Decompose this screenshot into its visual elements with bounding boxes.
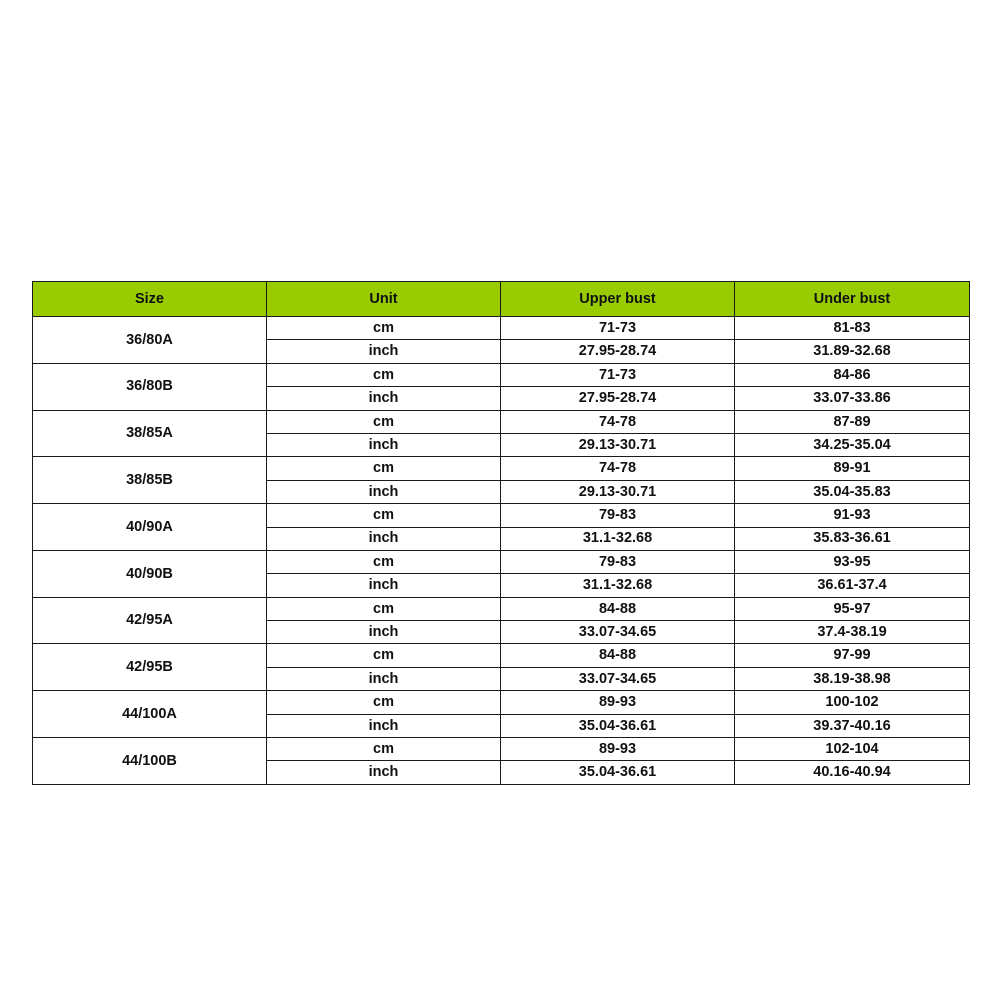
unit-cell: inch [267,621,501,644]
size-cell: 36/80A [33,317,267,364]
upper-bust-cell: 74-78 [501,410,735,433]
unit-cell: cm [267,597,501,620]
unit-cell: cm [267,317,501,340]
unit-cell: cm [267,738,501,761]
upper-bust-cell: 27.95-28.74 [501,340,735,363]
under-bust-cell: 40.16-40.94 [735,761,970,784]
header-row [33,282,970,317]
unit-cell: inch [267,574,501,597]
under-bust-cell: 33.07-33.86 [735,387,970,410]
under-bust-cell: 93-95 [735,550,970,573]
unit-cell: inch [267,667,501,690]
upper-bust-cell: 79-83 [501,504,735,527]
upper-bust-cell: 33.07-34.65 [501,621,735,644]
under-bust-cell: 91-93 [735,504,970,527]
table-body [33,317,970,785]
upper-bust-cell: 31.1-32.68 [501,574,735,597]
size-cell: 38/85A [33,410,267,457]
upper-bust-cell: 84-88 [501,644,735,667]
unit-cell: inch [267,480,501,503]
upper-bust-cell: 29.13-30.71 [501,433,735,456]
unit-cell: inch [267,761,501,784]
upper-bust-cell: 35.04-36.61 [501,761,735,784]
under-bust-cell: 81-83 [735,317,970,340]
under-bust-cell: 95-97 [735,597,970,620]
table-header [33,282,970,317]
unit-cell: cm [267,410,501,433]
unit-cell: inch [267,433,501,456]
unit-cell: cm [267,691,501,714]
table-row [33,504,970,527]
table-row [33,644,970,667]
size-cell: 44/100A [33,691,267,738]
under-bust-cell: 31.89-32.68 [735,340,970,363]
upper-bust-cell: 89-93 [501,691,735,714]
upper-bust-cell: 74-78 [501,457,735,480]
upper-bust-cell: 71-73 [501,317,735,340]
under-bust-cell: 100-102 [735,691,970,714]
table-row [33,363,970,386]
unit-cell: cm [267,504,501,527]
size-cell: 42/95B [33,644,267,691]
unit-cell: cm [267,457,501,480]
unit-cell: inch [267,714,501,737]
size-cell: 44/100B [33,738,267,785]
under-bust-cell: 38.19-38.98 [735,667,970,690]
upper-bust-cell: 31.1-32.68 [501,527,735,550]
upper-bust-cell: 29.13-30.71 [501,480,735,503]
unit-cell: cm [267,363,501,386]
upper-bust-cell: 27.95-28.74 [501,387,735,410]
under-bust-cell: 87-89 [735,410,970,433]
upper-bust-cell: 33.07-34.65 [501,667,735,690]
unit-cell: inch [267,340,501,363]
under-bust-cell: 34.25-35.04 [735,433,970,456]
size-cell: 40/90A [33,504,267,551]
table-row [33,691,970,714]
table-row [33,738,970,761]
upper-bust-cell: 89-93 [501,738,735,761]
table-row [33,317,970,340]
header-unit: Unit [267,282,501,317]
size-cell: 38/85B [33,457,267,504]
under-bust-cell: 84-86 [735,363,970,386]
under-bust-cell: 36.61-37.4 [735,574,970,597]
table-row [33,550,970,573]
size-cell: 36/80B [33,363,267,410]
upper-bust-cell: 71-73 [501,363,735,386]
under-bust-cell: 35.04-35.83 [735,480,970,503]
unit-cell: cm [267,644,501,667]
unit-cell: cm [267,550,501,573]
unit-cell: inch [267,387,501,410]
unit-cell: inch [267,527,501,550]
size-cell: 40/90B [33,550,267,597]
size-chart-table [32,281,970,785]
upper-bust-cell: 35.04-36.61 [501,714,735,737]
under-bust-cell: 37.4-38.19 [735,621,970,644]
size-cell: 42/95A [33,597,267,644]
table-row [33,597,970,620]
header-size: Size [33,282,267,317]
table-row [33,410,970,433]
upper-bust-cell: 84-88 [501,597,735,620]
header-under-bust: Under bust [735,282,970,317]
under-bust-cell: 89-91 [735,457,970,480]
header-upper-bust: Upper bust [501,282,735,317]
upper-bust-cell: 79-83 [501,550,735,573]
under-bust-cell: 35.83-36.61 [735,527,970,550]
under-bust-cell: 39.37-40.16 [735,714,970,737]
table-row [33,457,970,480]
under-bust-cell: 97-99 [735,644,970,667]
under-bust-cell: 102-104 [735,738,970,761]
